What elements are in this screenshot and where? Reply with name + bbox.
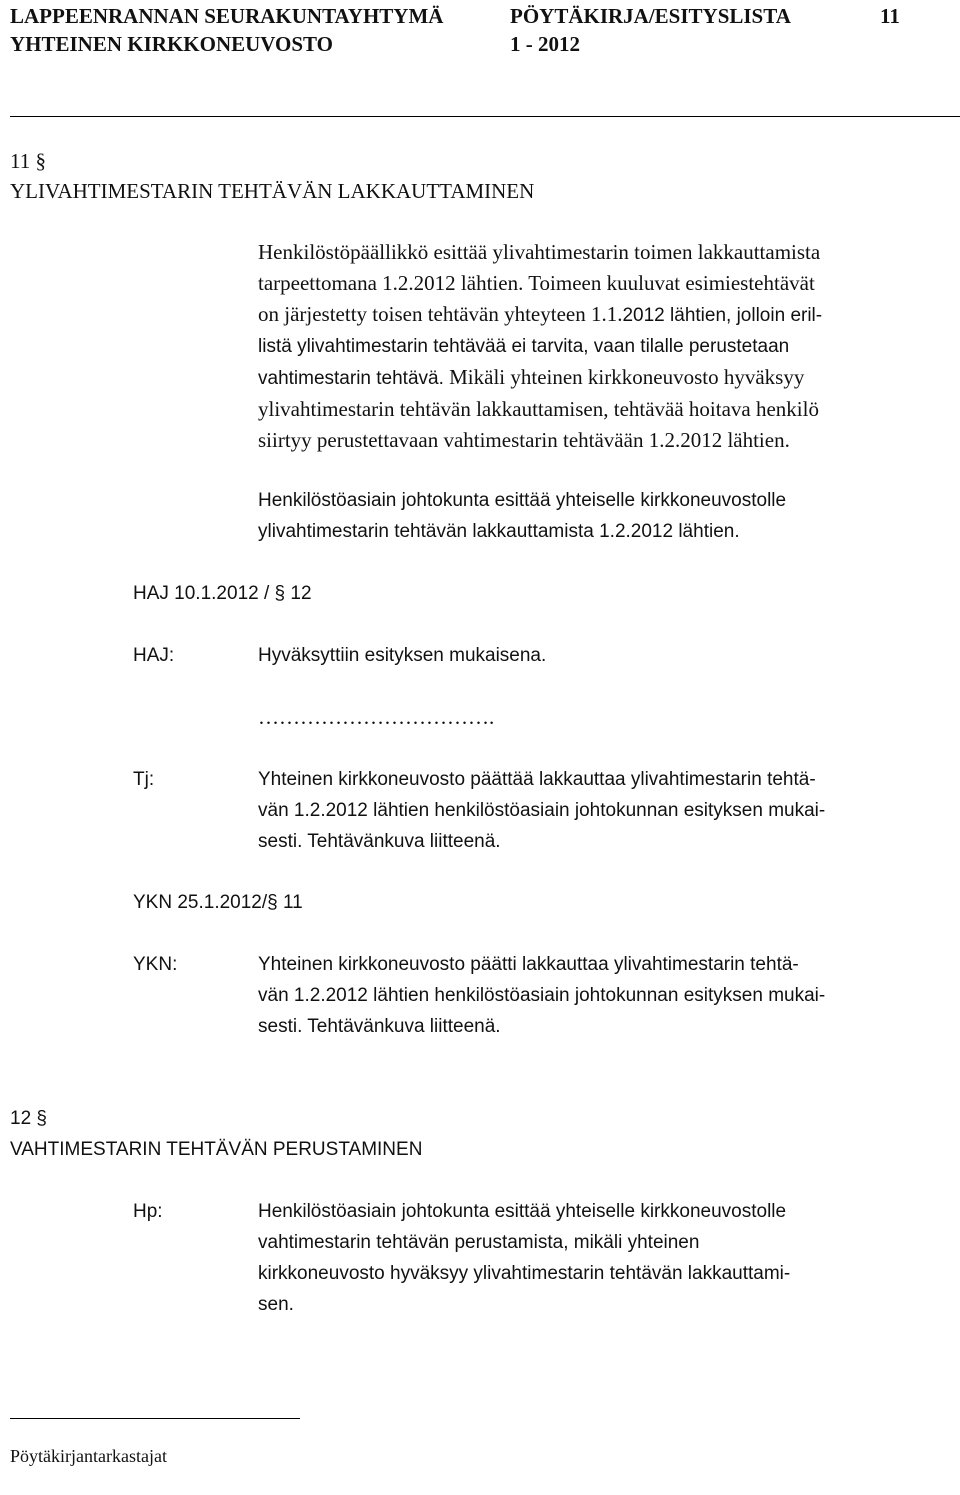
section-11-title: YLIVAHTIMESTARIN TEHTÄVÄN LAKKAUTTAMINEN: [10, 179, 535, 203]
intro-sans-part: 2012 lähtien, jolloin eril- listä ylivahtimestarin tehtävää ei tarvita, vaan tilalle perustetaan vahtimestarin tehtävä.: [258, 305, 823, 389]
footer-divider: [10, 1418, 300, 1419]
header-divider: [10, 116, 960, 117]
section-11-intro: [258, 237, 948, 456]
ykn-reference: YKN 25.1.2012/§ 11: [133, 892, 303, 913]
haj-reference: HAJ 10.1.2012 / § 12: [133, 583, 312, 604]
tj-label: Tj:: [133, 769, 155, 790]
header-body: YHTEINEN KIRKKONEUVOSTO: [10, 32, 334, 56]
header-doc-type: PÖYTÄKIRJA/ESITYSLISTA: [510, 4, 791, 28]
tj-proposal: Yhteinen kirkkoneuvosto päättää lakkauttaa ylivahtimestarin tehtä- vän 1.2.2012 lähtien henkilöstöasiain johtokunnan esityksen mukai- sesti. Tehtävänkuva liitteenä.: [258, 769, 826, 852]
ykn-label: YKN:: [133, 954, 178, 975]
haj-decision: Hyväksyttiin esityksen mukaisena.: [258, 645, 547, 666]
footer-label: Pöytäkirjantarkastajat: [10, 1446, 167, 1466]
separator-dots: …………………………….: [258, 705, 495, 729]
hp-label: Hp:: [133, 1201, 163, 1222]
intro-mikali-part: Mikäli yhteinen kirkkoneuvosto hyväksyy ylivahtimestarin tehtävän lakkauttamisen, tehtävää hoitava henkilö siirtyy perustettavaan vahtimestarin tehtävään 1.2.2012 lähtien.: [258, 365, 819, 452]
haj-label: HAJ:: [133, 645, 175, 666]
ykn-decision: Yhteinen kirkkoneuvosto päätti lakkauttaa ylivahtimestarin tehtä- vän 1.2.2012 lähtien henkilöstöasiain johtokunnan esityksen mukai- sesti. Tehtävänkuva liitteenä.: [258, 954, 826, 1037]
header-page-number: 11: [880, 4, 900, 28]
section-11-number: 11 §: [10, 149, 46, 173]
hp-proposal: Henkilöstöasiain johtokunta esittää yhteiselle kirkkoneuvostolle vahtimestarin tehtävän perustamista, mikäli yhteinen kirkkoneuvosto hyväksyy ylivahtimestarin tehtävän lakkauttami- sen.: [258, 1201, 791, 1315]
section-12-number: 12 §: [10, 1108, 47, 1129]
section-12-title: VAHTIMESTARIN TEHTÄVÄN PERUSTAMINEN: [10, 1139, 423, 1160]
header-meeting: 1 - 2012: [510, 32, 580, 56]
intro-serif-part: Henkilöstöpäällikkö esittää ylivahtimestarin toimen lakkauttamista tarpeettomana 1.2.2012 lähtien. Toimeen kuuluvat esimiestehtävät on järjestetty toisen tehtävän yhteyteen 1.1.: [258, 240, 821, 326]
section-11-proposal: Henkilöstöasiain johtokunta esittää yhteiselle kirkkoneuvostolle ylivahtimestarin tehtävän lakkauttamista 1.2.2012 lähtien.: [258, 490, 787, 542]
header-org: LAPPEENRANNAN SEURAKUNTAYHTYMÄ: [10, 4, 444, 28]
